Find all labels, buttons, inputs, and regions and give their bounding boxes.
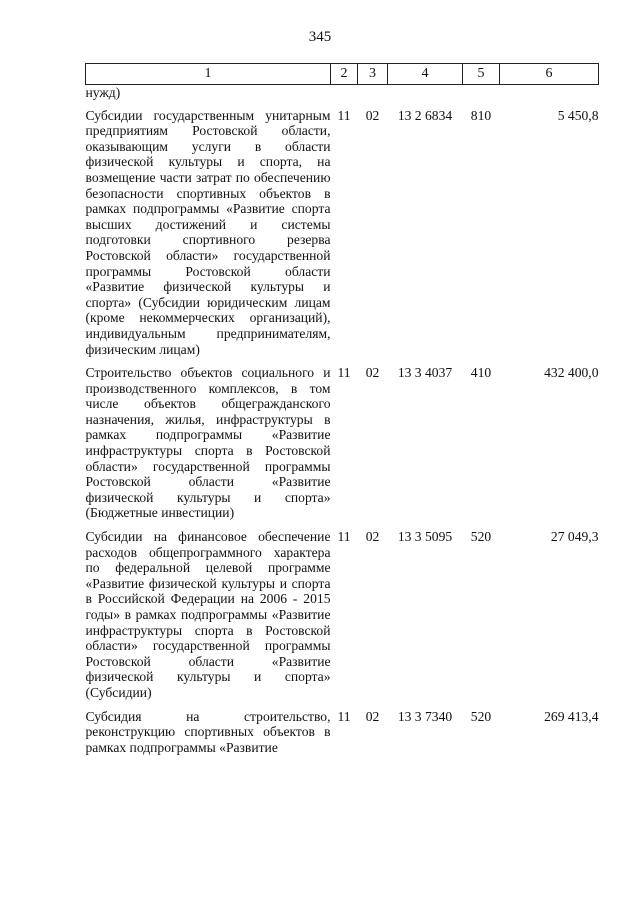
row-expense-type: 810 <box>470 107 492 123</box>
row-expense-type: 520 <box>470 529 492 545</box>
row-target-code: 13 2 6834 <box>397 107 453 123</box>
row-section: 11 <box>337 529 351 545</box>
row-description: Субсидии на финансовое обеспечение расходов общепрограммного характера по федеральной целевой программе «Развитие физической культуры и спорта в Российской Федерации на 2006 - 2015 годы» в рамках подпрограммы «Развитие инфраструктуры спорта в Ростовской области» государственной программы Ростовской области «Развитие физической культуры и спорта» (Субсидии) <box>85 529 331 700</box>
row-subsection: 02 <box>365 365 380 381</box>
row-section: 11 <box>337 107 351 123</box>
budget-table <box>85 63 599 756</box>
header-col-1: 1 <box>86 64 331 85</box>
table-row <box>86 101 599 359</box>
row-description: Строительство объектов социального и производственного комплексов, в том числе объектов общегражданского назначения, жилья, инфраструктуры в рамках подпрограммы «Развитие инфраструктуры спорта в Ростовской области» государственной программы Ростовской области «Развитие физической культуры и спорта» (Бюджетные инвестиции) <box>85 365 331 521</box>
row-target-code: 13 3 7340 <box>397 708 453 724</box>
row-amount: 27 049,3 <box>550 529 599 545</box>
row-subsection: 02 <box>365 529 380 545</box>
row-description: Субсидии государственным унитарным предприятиям Ростовской области, оказывающим услуги в области физической культуры и спорта, на возмещение части затрат по обеспечению безопасности спортивных объектов в рамках подпрограммы «Развитие спорта высших достижений и системы подготовки спортивного резерва Ростовской области» государственной программы Ростовской области «Развитие физической культуры и спорта» (Субсидии юридическим лицам (кроме некоммерческих организаций), индивидуальным предпринимателям, физическим лицам) <box>85 107 331 357</box>
row-description: Субсидия на строительство, реконструкцию спортивных объектов в рамках подпрограммы «Развитие <box>85 708 331 755</box>
table-row <box>86 358 599 522</box>
row-amount: 5 450,8 <box>557 107 599 123</box>
row-subsection: 02 <box>365 107 380 123</box>
row-expense-type: 520 <box>470 708 492 724</box>
row-target-code: 13 3 5095 <box>397 529 453 545</box>
header-col-6: 6 <box>500 64 599 85</box>
row-target-code: 13 3 4037 <box>397 365 453 381</box>
table-row <box>86 522 599 702</box>
row-amount: 432 400,0 <box>544 365 599 381</box>
header-col-2: 2 <box>331 64 358 85</box>
row-amount: 269 413,4 <box>544 708 599 724</box>
header-col-5: 5 <box>463 64 500 85</box>
row-subsection: 02 <box>365 708 380 724</box>
page-number: 345 <box>308 29 332 45</box>
table-row <box>86 702 599 757</box>
header-col-3: 3 <box>358 64 388 85</box>
row-expense-type: 410 <box>470 365 492 381</box>
header-row <box>86 64 599 85</box>
header-col-4: 4 <box>388 64 463 85</box>
row-section: 11 <box>337 708 351 724</box>
carryover-row <box>86 85 599 101</box>
carryover-text: нужд) <box>85 85 121 100</box>
row-section: 11 <box>337 365 351 381</box>
